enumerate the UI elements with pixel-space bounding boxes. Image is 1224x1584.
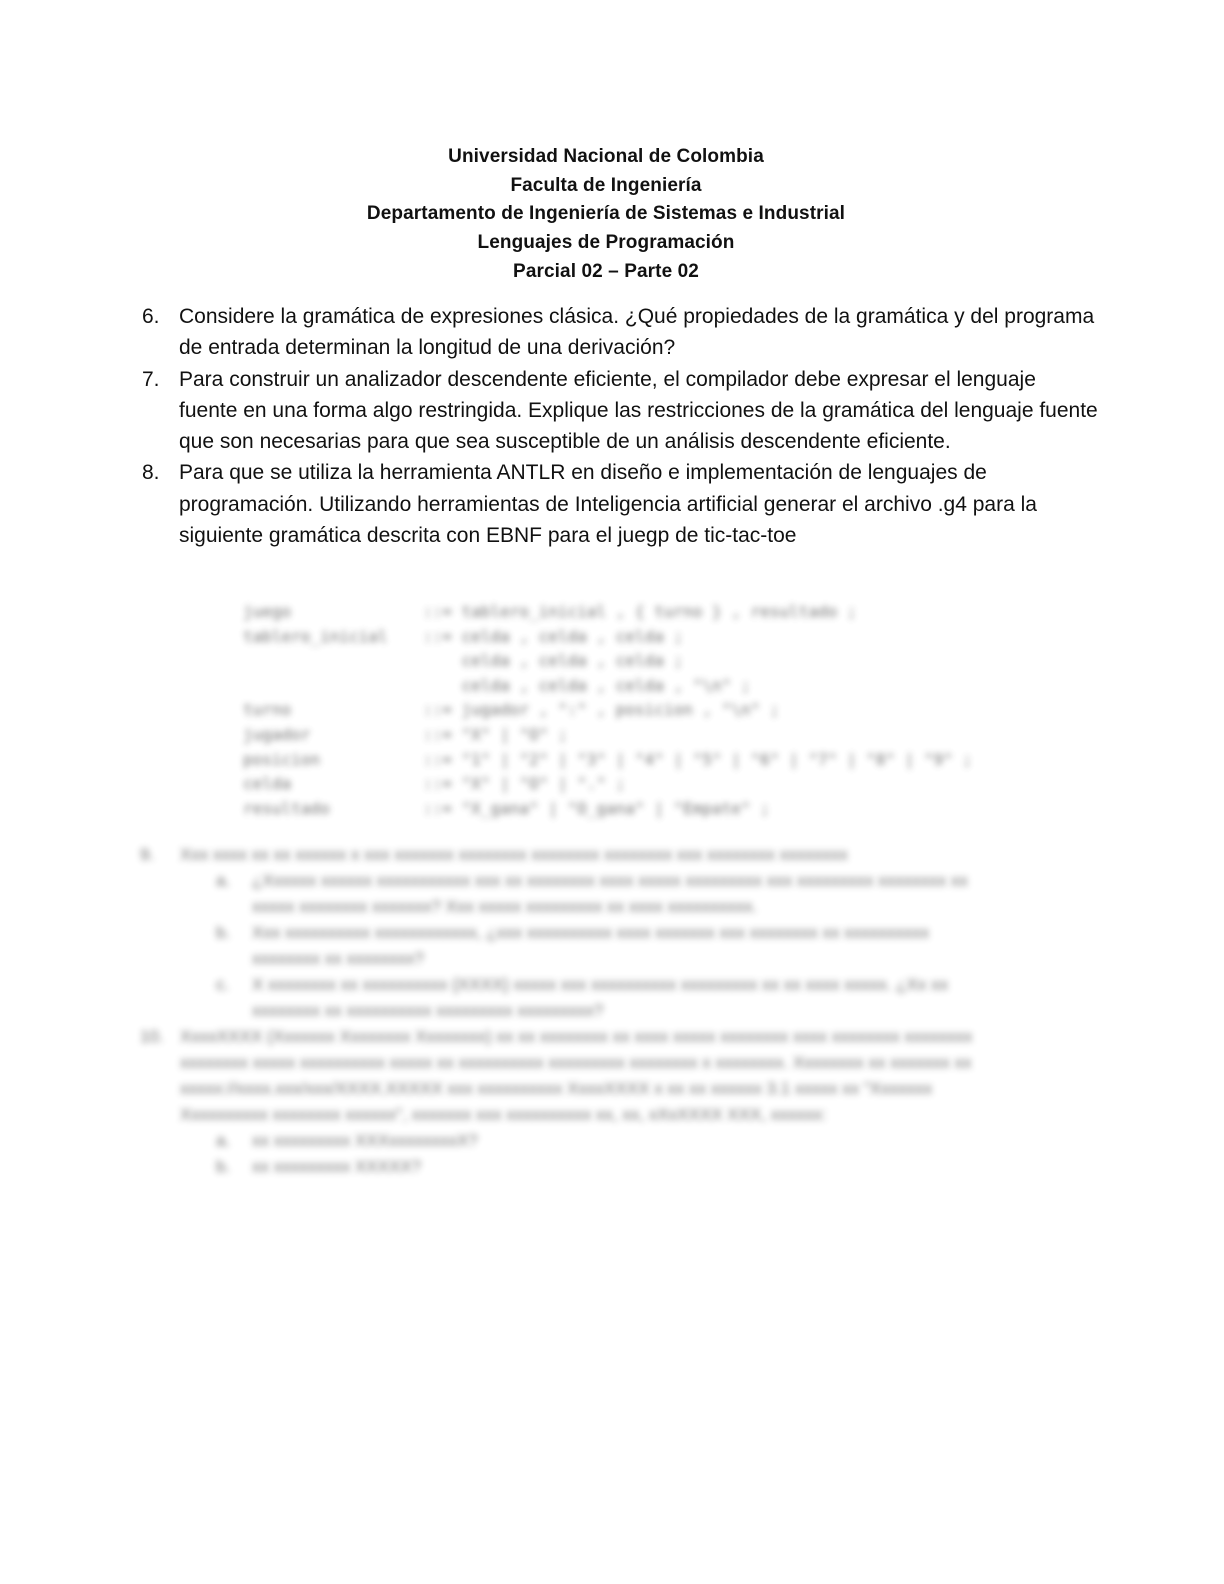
- course-name: Lenguajes de Programación: [477, 232, 735, 254]
- grammar-rule: celda , celda , celda ;: [423, 651, 684, 671]
- question-text: Para construir un analizador descendente eficiente, el compilador debe expresar el lenguaje fuente en una forma algo restringida. Explique las restricciones de la gramática del lenguaje fuente que son necesarias para que sea susceptible de un análisis descendente eficiente.: [179, 367, 1098, 454]
- question-number: 6.: [142, 305, 160, 328]
- blurred-subitem: b. xx xxxxxxxxx XXXXX?: [216, 1157, 422, 1176]
- blurred-question: 9. Xxx xxxx xx xx xxxxxx x xxx xxxxxxx xxxxxxxx xxxxxxxx xxxxxxxx xxx xxxxxxxx xxxxxxxx: [140, 845, 848, 864]
- blurred-subitem: b. Xxx xxxxxxxxxx xxxxxxxxxxxx, ¿xxx xxxxxxxxxx xxxx xxxxxxx xxx xxxxxxxx xx xxxxxxxxxx xxxxxxxx xx xxxxxxxx?: [216, 923, 930, 968]
- grammar-rule: jugador ::= "X" | "O" ;: [243, 724, 568, 744]
- faculty-name: Faculta de Ingeniería: [510, 174, 702, 196]
- document-header: [0, 143, 1212, 287]
- question-list: [140, 301, 1100, 551]
- question-item: [140, 364, 1100, 458]
- exam-title: Parcial 02 – Parte 02: [513, 260, 699, 282]
- grammar-rule: celda ::= "X" | "O" | "." ;: [243, 774, 626, 794]
- grammar-rule: celda , celda , celda , "\n" ;: [423, 675, 751, 695]
- question-number: 8.: [142, 461, 160, 485]
- blurred-questions: [140, 842, 1100, 1180]
- blurred-question: 10. XxxxXXXX (Xxxxxxx Xxxxxxxx Xxxxxxxx) xx xx xxxxxxxx xx xxxx xxxxx xxxxxxxx xxxx xxxxxxxx xxxxxxxx xxxxxxxx xxxxx xxxxxxxxxx xxxxx xx xxxxxxxxxx xxxxxxxxx xxxxxxxx x xxxxxxxx. Xxxxxxxx xx xxxxxxx xx xxxxx://xxxx.xxx/xxx/XXXX.XXXXX xxx xxxxxxxxxx XxxxXXXX x xx xx xxxxxx 3.1 xxxxx xx "Xxxxxxx Xxxxxxxxxx xxxxxxxx xxxxxx", xxxxxxx xxx xxxxxxxxxx xx, xx, xXxXXXX XXX, xxxxxx:: [140, 1027, 973, 1124]
- question-item: [140, 301, 1100, 364]
- question-text: Para que se utiliza la herramienta ANTLR en diseño e implementación de lenguajes de programación. Utilizando herramientas de Inteligencia artificial generar el archivo .g4 para la siguiente gramática descrita con EBNF para el juegp de tic-tac-toe: [179, 461, 1037, 548]
- grammar-rule: juego ::= tablero_inicial , { turno } , resultado ;: [243, 602, 857, 621]
- grammar-rule: tablero_inicial ::= celda , celda , celda ;: [243, 626, 684, 646]
- grammar-rule: posicion ::= "1" | "2" | "3" | "4" | "5" | "6" | "7" | "8" | "9" ;: [243, 749, 973, 769]
- blurred-subitem: a. xx xxxxxxxxx XXXxxxxxxxxX?: [216, 1131, 478, 1150]
- question-text: Considere la gramática de expresiones clásica. ¿Qué propiedades de la gramática y del programa de entrada determinan la longitud de una derivación?: [179, 305, 1095, 360]
- university-name: Universidad Nacional de Colombia: [448, 146, 764, 167]
- ebnf-grammar-blurred: [243, 600, 1063, 821]
- grammar-rule: turno ::= jugador , ":" , posicion , "\n" ;: [243, 700, 780, 720]
- blurred-subitem: c. X xxxxxxxx xx xxxxxxxxxx {XXXX} xxxxx xxx xxxxxxxxxx xxxxxxxxx xx xx xxxx xxxxx. ¿Xx xx xxxxxxxx xx xxxxxxxxxx xxxxxxxxx xxxxxxxxx?: [216, 975, 949, 1020]
- blurred-subitem: a. ¿Xxxxxx xxxxxx xxxxxxxxxxx xxx xx xxxxxxxx xxxx xxxxx xxxxxxxxx xxx xxxxxxxxx xxxxxxxx xx xxxxx xxxxxxxx xxxxxxx? Xxx xxxxx xxxxxxxxx xx xxxx xxxxxxxxxx.: [216, 871, 968, 916]
- grammar-rule: resultado ::= "X_gana" | "O_gana" | "Empate" ;: [243, 798, 770, 818]
- question-number: 7.: [142, 367, 160, 391]
- question-item: [140, 457, 1100, 551]
- department-name: Departamento de Ingeniería de Sistemas e Industrial: [366, 203, 846, 225]
